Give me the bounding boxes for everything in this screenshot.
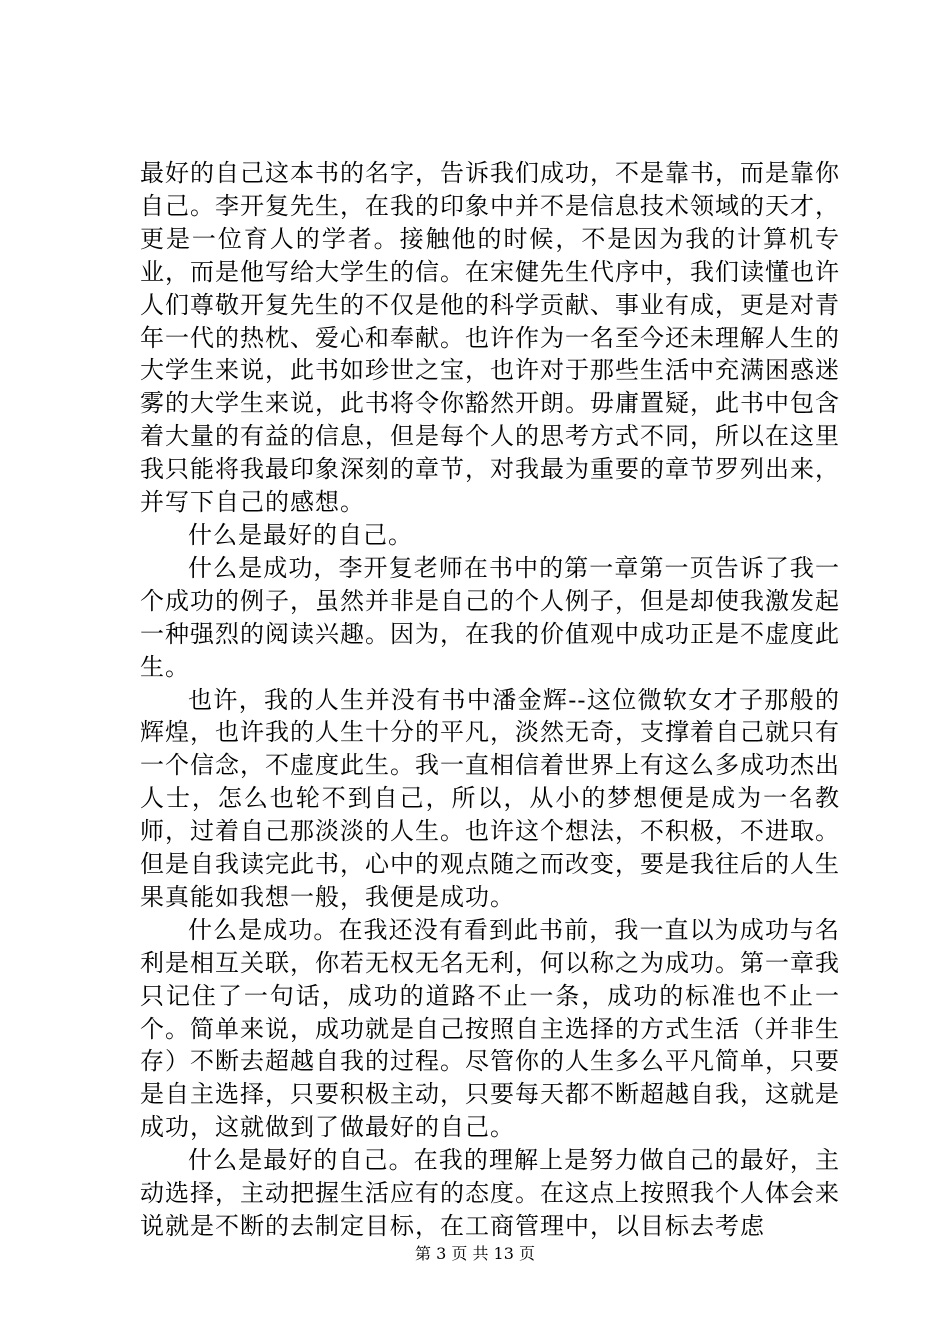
paragraph-perhaps: 也许，我的人生并没有书中潘金辉--这位微软女才子那般的辉煌，也许我的人生十分的平凡，淡然无奇，支撑着自己就只有一个信念，不虚度此生。我一直相信着世界上有这么多成功杰出人士，怎么也轮不到自己，所以，从小的梦想便是成为一名教师，过着自己那淡淡的人生。也许这个想法，不积极，不进取。但是自我读完此书，心中的观点随之而改变，要是我往后的人生果真能如我想一般，我便是成功。 [140, 685, 840, 911]
paragraph-heading-best-self: 什么是最好的自己。 [188, 520, 413, 549]
document-body [140, 157, 840, 1243]
paragraph-best-self-meaning: 什么是最好的自己。在我的理解上是努力做自己的最好，主动选择，主动把握生活应有的态度。在这点上按照我个人体会来说就是不断的去制定目标，在工商管理中，以目标去考虑 [140, 1146, 840, 1240]
paragraph-what-is-success: 什么是成功，李开复老师在书中的第一章第一页告诉了我一个成功的例子，虽然并非是自己的个人例子，但是却使我激发起一种强烈的阅读兴趣。因为，在我的价值观中成功正是不虚度此生。 [140, 553, 840, 681]
paragraph-intro: 最好的自己这本书的名字，告诉我们成功，不是靠书，而是靠你自己。李开复先生，在我的印象中并不是信息技术领域的天才，更是一位育人的学者。接触他的时候，不是因为我的计算机专业，而是他写给大学生的信。在宋健先生代序中，我们读懂也许人们尊敬开复先生的不仅是他的科学贡献、事业有成，更是对青年一代的热枕、爱心和奉献。也许作为一名至今还未理解人生的大学生来说，此书如珍世之宝，也许对于那些生活中充满困惑迷雾的大学生来说，此书将令你豁然开朗。毋庸置疑，此书中包含着大量的有益的信息，但是每个人的思考方式不同，所以在这里我只能将我最印象深刻的章节，对我最为重要的章节罗列出来，并写下自己的感想。 [140, 159, 840, 517]
page-footer: 第 3 页 共 13 页 [415, 1244, 535, 1263]
paragraph-success-definition: 什么是成功。在我还没有看到此书前，我一直以为成功与名利是相互关联，你若无权无名无利，何以称之为成功。第一章我只记住了一句话，成功的道路不止一条，成功的标准也不止一个。简单来说，成功就是自己按照自主选择的方式生活（并非生存）不断去超越自我的过程。尽管你的人生多么平凡简单，只要是自主选择，只要积极主动，只要每天都不断超越自我，这就是成功，这就做到了做最好的自己。 [140, 915, 840, 1142]
